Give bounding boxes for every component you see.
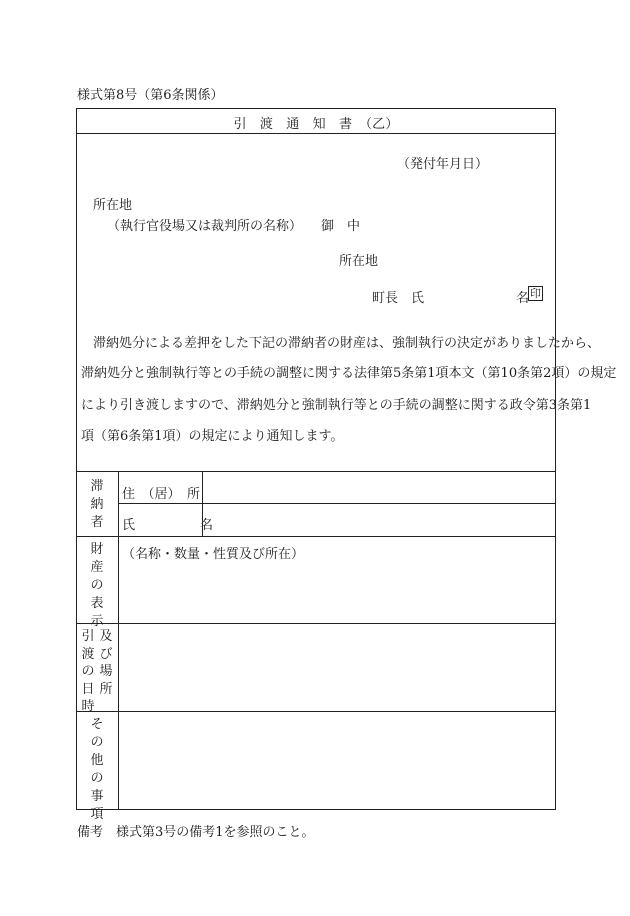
addressee-honorific: 御 中: [321, 219, 361, 234]
divider-title: [76, 133, 556, 134]
body-line-4: 項（第6条第1項）の規定により通知します。: [81, 429, 344, 444]
document-title: 引 渡 通 知 書 （乙）: [233, 117, 399, 132]
remarks-note: 備考 様式第3号の備考1を参照のこと。: [77, 825, 315, 840]
label-column-divider: [118, 471, 119, 810]
address-label: 住 （居） 所: [122, 487, 201, 502]
body-line-1: 滞納処分による差押をした下記の滞納者の財産は、強制執行の決定がありましたから、: [93, 336, 601, 351]
seal-mark: 印: [530, 287, 541, 300]
delinquent-label: 滞 納 者: [90, 479, 104, 530]
sender-name-suffix: 名: [516, 291, 530, 306]
divider-table-top: [76, 471, 556, 472]
divider-transfer: [76, 623, 556, 624]
sender-name: 町長 氏: [372, 291, 425, 306]
addressee-name: （執行官役場又は裁判所の名称）: [107, 219, 303, 234]
divider-other: [76, 711, 556, 712]
addressee-location-label: 所在地: [93, 198, 133, 213]
divider-property: [76, 536, 556, 537]
other-matters-label: そ の 他 の 事 項: [90, 717, 104, 822]
body-line-3: により引き渡しますので、滞納処分と強制執行等との手続の調整に関する政令第3条第1: [81, 398, 592, 413]
issue-date: （発付年月日）: [397, 157, 489, 172]
body-line-2: 滞納処分と強制執行等との手続の調整に関する法律第5条第1項本文（第10条第2項）の規定: [81, 366, 617, 381]
property-note: （名称・数量・性質及び所在）: [122, 547, 305, 562]
form-code: 様式第8号（第6条関係）: [77, 88, 224, 103]
property-label: 財 産 の 表 示: [90, 542, 104, 629]
name-label: 氏 名: [122, 518, 214, 533]
divider-address-name: [118, 503, 556, 504]
sender-location-label: 所在地: [339, 254, 379, 269]
form-frame: [76, 108, 556, 810]
